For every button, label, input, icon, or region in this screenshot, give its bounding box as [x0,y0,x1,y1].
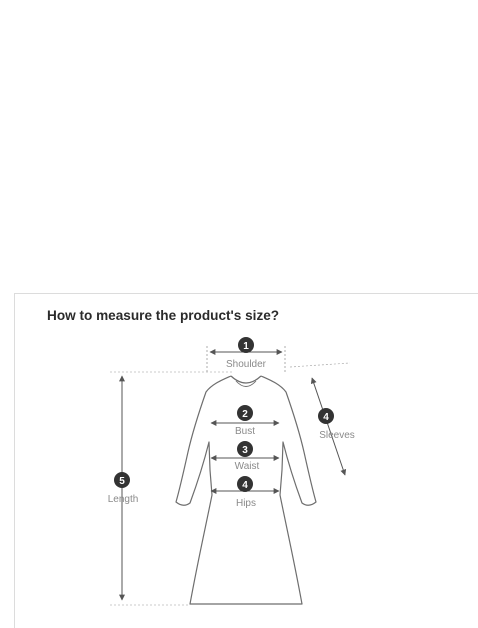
svg-text:4: 4 [323,412,329,423]
badge-shoulder [238,337,254,353]
svg-text:1: 1 [243,341,249,352]
svg-text:2: 2 [242,409,248,420]
length-label: Length [107,494,139,505]
sleeves-label: Sleeves [319,430,355,441]
bust-label: Bust [234,426,256,437]
shoulder-label: Shoulder [225,359,267,370]
badge-length [114,472,130,488]
hips-label: Hips [235,498,257,509]
badge-waist [237,441,253,457]
diagram-title: How to measure the product's size? [47,308,280,323]
svg-text:4: 4 [242,480,248,491]
badge-hips [237,476,253,492]
waist-label: Waist [234,461,260,472]
badge-sleeves [318,408,334,424]
svg-text:5: 5 [119,476,125,487]
sleeves-arrow [312,378,345,475]
badge-bust [237,405,253,421]
svg-text:3: 3 [242,445,248,456]
